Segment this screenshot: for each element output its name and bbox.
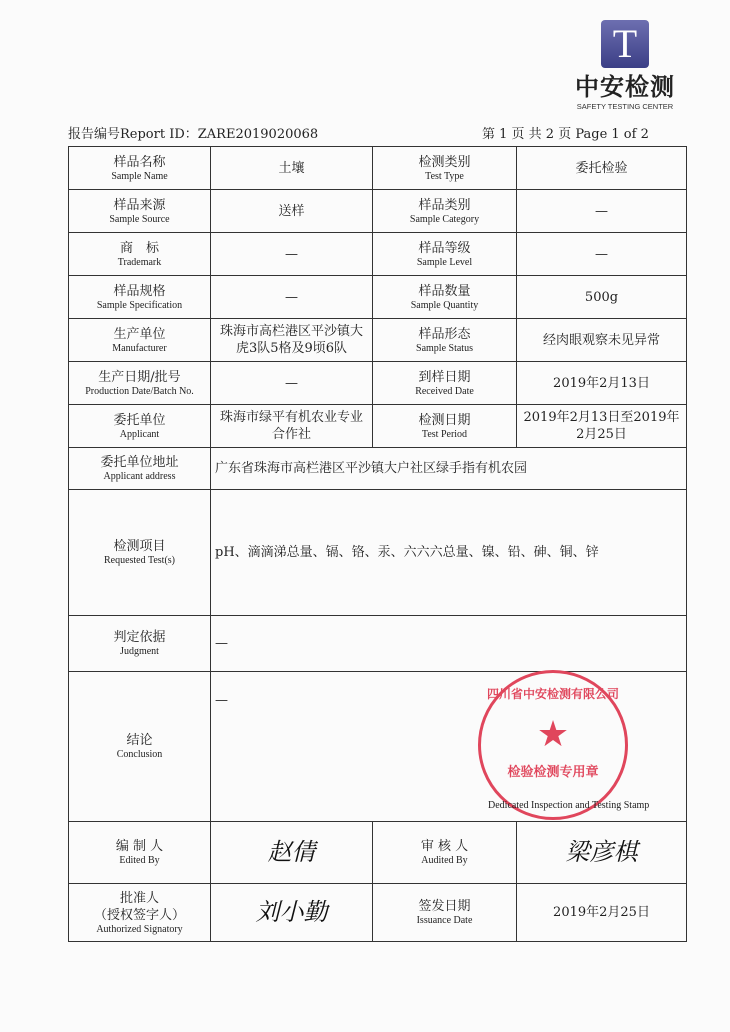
address-row <box>69 448 687 490</box>
label-en: Test Period <box>421 428 468 440</box>
table-row <box>69 233 687 276</box>
value: 土壤 <box>211 147 373 190</box>
stamp-caption: Dedicated Inspection and Testing Stamp <box>488 800 650 811</box>
label: 样品数量 <box>418 283 471 299</box>
label-en: Edited By <box>119 855 160 866</box>
table-row <box>69 190 687 233</box>
report-table <box>68 146 687 942</box>
value: 经肉眼观察未见异常 <box>517 319 687 362</box>
label: 生产单位 <box>113 326 166 342</box>
label-en: Trademark <box>117 256 162 268</box>
table-row <box>69 319 687 362</box>
label: 检测日期 <box>418 412 471 428</box>
edited-audited-row <box>69 822 687 884</box>
label: 样品形态 <box>418 326 471 342</box>
logo-name-en: SAFETY TESTING CENTER <box>576 102 674 111</box>
label: 样品名称 <box>113 154 166 170</box>
judgment-value: — <box>211 616 687 672</box>
stamp-type: 检验检测专用章 <box>507 765 599 780</box>
label: 样品来源 <box>113 197 166 213</box>
value: 送样 <box>211 190 373 233</box>
inspection-stamp <box>478 670 628 820</box>
label: 检测项目 <box>113 539 166 554</box>
label-en: Sample Specification <box>96 299 183 311</box>
label-en: Authorized Signatory <box>96 923 183 935</box>
value: 2019年2月13日 <box>517 362 687 405</box>
editor-signature: 赵倩 <box>211 822 373 884</box>
value: — <box>517 233 687 276</box>
table-row <box>69 405 687 448</box>
issuance-date: 2019年2月25日 <box>517 884 687 942</box>
label: 委托单位地址 <box>100 455 179 470</box>
label: 样品规格 <box>113 283 166 299</box>
star-icon: ★ <box>536 714 570 755</box>
label-en: Received Date <box>415 385 474 397</box>
label-en: Sample Level <box>416 256 473 268</box>
page-info: 第 1 页 共 2 页 Page 1 of 2 <box>482 127 649 142</box>
tests-value: pH、滴滴涕总量、镉、铬、汞、六六六总量、镍、铅、砷、铜、锌 <box>211 490 687 616</box>
conclusion-value: — <box>211 672 687 822</box>
label-en: Sample Source <box>109 213 170 225</box>
label: 样品类别 <box>418 197 471 213</box>
auditor-signature: 梁彦棋 <box>517 822 687 884</box>
value: 500g <box>517 276 687 319</box>
stamp-org: 四川省中安检测有限公司 <box>486 687 619 701</box>
label-en: Test Type <box>425 170 464 182</box>
label-en: Manufacturer <box>112 342 167 354</box>
label: 批准人 <box>119 890 159 906</box>
label-en: Sample Quantity <box>410 299 479 311</box>
value: — <box>517 190 687 233</box>
label: 商 标 <box>119 240 159 256</box>
table-row <box>69 276 687 319</box>
logo <box>560 20 690 112</box>
label-en: Sample Status <box>416 342 473 354</box>
value: 珠海市绿平有机农业专业合作社 <box>211 405 373 448</box>
label-en: Audited By <box>421 855 468 866</box>
label: 检测类别 <box>418 154 471 170</box>
judgment-row <box>69 616 687 672</box>
label: 结论 <box>126 733 153 748</box>
label-en: Requested Test(s) <box>103 555 176 566</box>
value: — <box>211 276 373 319</box>
label: 到样日期 <box>418 369 471 385</box>
label-en: Issuance Date <box>416 915 473 926</box>
label: 生产日期/批号 <box>98 369 181 385</box>
logo-mark-icon: T <box>601 20 649 68</box>
value: 珠海市高栏港区平沙镇大虎3队5格及9顷6队 <box>211 319 373 362</box>
value: 委托检验 <box>517 147 687 190</box>
value: — <box>211 233 373 276</box>
value: 2019年2月13日至2019年2月25日 <box>517 405 687 448</box>
label-en: Sample Category <box>409 213 480 225</box>
approver-signature: 刘小勤 <box>211 884 373 942</box>
label-en: Applicant <box>119 428 160 440</box>
value: — <box>211 362 373 405</box>
label-en: Sample Name <box>111 170 168 182</box>
label: 样品等级 <box>418 240 471 256</box>
label-en: Production Date/Batch No. <box>85 385 194 397</box>
label: 判定依据 <box>113 630 166 645</box>
table-row <box>69 362 687 405</box>
label: 委托单位 <box>113 412 166 428</box>
tests-row <box>69 490 687 616</box>
approved-row <box>69 884 687 942</box>
label-en: Conclusion <box>116 749 163 760</box>
label: 编 制 人 <box>115 839 164 854</box>
label-2: （授权签字人） <box>93 907 185 923</box>
label: 审 核 人 <box>420 839 469 854</box>
address-value: 广东省珠海市高栏港区平沙镇大户社区绿手指有机农园 <box>211 448 687 490</box>
label-en: Judgment <box>120 646 159 657</box>
report-id: 报告编号Report ID：ZARE2019020068 <box>68 127 319 142</box>
label: 签发日期 <box>418 899 471 914</box>
logo-name-cn: 中安检测 <box>575 72 675 101</box>
table-row <box>69 147 687 190</box>
label-en: Applicant address <box>103 471 176 482</box>
